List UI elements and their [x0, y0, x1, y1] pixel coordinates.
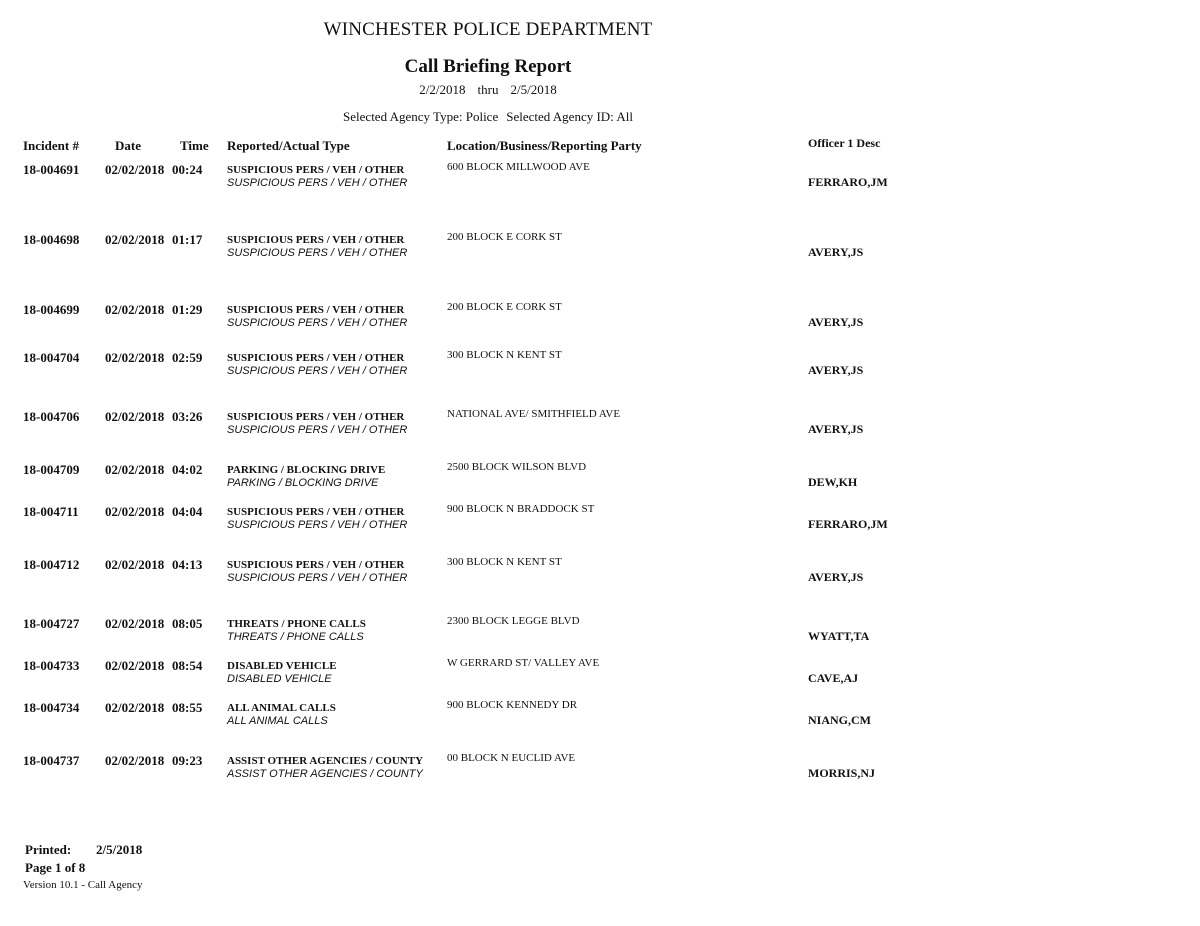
- incident-date: 02/02/2018: [105, 232, 165, 247]
- officer-name: AVERY,JS: [808, 570, 864, 584]
- col-time: Time: [180, 138, 209, 153]
- date-from: 2/2/2018: [419, 82, 466, 97]
- actual-type: ASSIST OTHER AGENCIES / COUNTY: [227, 768, 423, 780]
- table-row: [0, 350, 1200, 390]
- agency-filter: [0, 109, 976, 125]
- incident-date: 02/02/2018: [105, 462, 165, 477]
- incident-date: 02/02/2018: [105, 616, 165, 631]
- incident-location: 900 BLOCK KENNEDY DR: [447, 699, 578, 711]
- actual-type: SUSPICIOUS PERS / VEH / OTHER: [227, 572, 408, 584]
- agency-type: Selected Agency Type: Police: [343, 109, 499, 124]
- incident-location: 00 BLOCK N EUCLID AVE: [447, 752, 576, 764]
- officer-name: NIANG,CM: [808, 713, 871, 727]
- actual-type: SUSPICIOUS PERS / VEH / OTHER: [227, 424, 408, 436]
- reported-type: SUSPICIOUS PERS / VEH / OTHER: [227, 559, 405, 571]
- incident-date: 02/02/2018: [105, 504, 165, 519]
- incident-location: W GERRARD ST/ VALLEY AVE: [447, 657, 600, 669]
- reported-type: SUSPICIOUS PERS / VEH / OTHER: [227, 164, 405, 176]
- actual-type: SUSPICIOUS PERS / VEH / OTHER: [227, 519, 408, 531]
- incident-location: 200 BLOCK E CORK ST: [447, 231, 562, 243]
- table-row: [0, 753, 1200, 793]
- incident-date: 02/02/2018: [105, 658, 165, 673]
- col-incident: Incident #: [23, 138, 79, 153]
- incident-time: 08:55: [172, 700, 203, 715]
- table-row: [0, 462, 1200, 502]
- incident-location: 600 BLOCK MILLWOOD AVE: [447, 161, 590, 173]
- actual-type: SUSPICIOUS PERS / VEH / OTHER: [227, 247, 408, 259]
- table-row: [0, 409, 1200, 449]
- incident-date: 02/02/2018: [105, 350, 165, 365]
- table-row: [0, 700, 1200, 740]
- reported-type: DISABLED VEHICLE: [227, 660, 337, 672]
- actual-type: ALL ANIMAL CALLS: [227, 715, 328, 727]
- reported-type: SUSPICIOUS PERS / VEH / OTHER: [227, 304, 405, 316]
- incident-location: 300 BLOCK N KENT ST: [447, 349, 562, 361]
- incident-time: 08:05: [172, 616, 203, 631]
- table-row: [0, 302, 1200, 342]
- col-type: Reported/Actual Type: [227, 138, 350, 153]
- agency-id: Selected Agency ID: All: [506, 109, 633, 124]
- incident-date: 02/02/2018: [105, 409, 165, 424]
- col-date: Date: [115, 138, 141, 153]
- incident-location: 2500 BLOCK WILSON BLVD: [447, 461, 587, 473]
- incident-number: 18-004698: [23, 232, 80, 247]
- incident-number: 18-004706: [23, 409, 80, 424]
- incident-number: 18-004727: [23, 616, 80, 631]
- incident-number: 18-004704: [23, 350, 80, 365]
- reported-type: PARKING / BLOCKING DRIVE: [227, 464, 386, 476]
- incident-date: 02/02/2018: [105, 753, 165, 768]
- officer-name: AVERY,JS: [808, 315, 864, 329]
- col-officer: Officer 1 Desc: [808, 136, 881, 150]
- reported-type: SUSPICIOUS PERS / VEH / OTHER: [227, 411, 405, 423]
- printed-label: Printed:: [25, 842, 72, 857]
- incident-number: 18-004734: [23, 700, 80, 715]
- date-range: [0, 82, 976, 98]
- reported-type: SUSPICIOUS PERS / VEH / OTHER: [227, 234, 405, 246]
- reported-type: SUSPICIOUS PERS / VEH / OTHER: [227, 352, 405, 364]
- table-row: [0, 232, 1200, 272]
- table-row: [0, 616, 1200, 656]
- incident-location: 300 BLOCK N KENT ST: [447, 556, 562, 568]
- incident-location: 2300 BLOCK LEGGE BLVD: [447, 615, 580, 627]
- report-title: Call Briefing Report: [404, 56, 572, 77]
- incident-date: 02/02/2018: [105, 162, 165, 177]
- date-to: 2/5/2018: [510, 82, 557, 97]
- incident-time: 08:54: [172, 658, 203, 673]
- incident-location: NATIONAL AVE/ SMITHFIELD AVE: [447, 408, 621, 420]
- incident-time: 03:26: [172, 409, 203, 424]
- officer-name: CAVE,AJ: [808, 671, 859, 685]
- printed-date: 2/5/2018: [96, 842, 143, 857]
- incident-time: 00:24: [172, 162, 203, 177]
- incident-time: 04:02: [172, 462, 203, 477]
- reported-type: THREATS / PHONE CALLS: [227, 618, 366, 630]
- page-number: Page 1 of 8: [25, 860, 86, 875]
- department-name: WINCHESTER POLICE DEPARTMENT: [323, 19, 653, 40]
- incident-number: 18-004712: [23, 557, 80, 572]
- officer-name: MORRIS,NJ: [808, 766, 876, 780]
- actual-type: SUSPICIOUS PERS / VEH / OTHER: [227, 365, 408, 377]
- officer-name: FERRARO,JM: [808, 517, 888, 531]
- table-row: [0, 504, 1200, 544]
- col-location: Location/Business/Reporting Party: [447, 138, 642, 153]
- date-separator: thru: [477, 82, 499, 97]
- actual-type: SUSPICIOUS PERS / VEH / OTHER: [227, 177, 408, 189]
- incident-number: 18-004737: [23, 753, 80, 768]
- actual-type: THREATS / PHONE CALLS: [227, 631, 364, 643]
- officer-name: WYATT,TA: [808, 629, 870, 643]
- incident-number: 18-004691: [23, 162, 80, 177]
- incident-time: 09:23: [172, 753, 203, 768]
- incident-number: 18-004711: [23, 504, 79, 519]
- incident-number: 18-004733: [23, 658, 80, 673]
- actual-type: DISABLED VEHICLE: [227, 673, 332, 685]
- table-row: [0, 557, 1200, 597]
- incident-time: 04:04: [172, 504, 203, 519]
- incident-location: 200 BLOCK E CORK ST: [447, 301, 562, 313]
- reported-type: ALL ANIMAL CALLS: [227, 702, 336, 714]
- incident-date: 02/02/2018: [105, 557, 165, 572]
- actual-type: PARKING / BLOCKING DRIVE: [227, 477, 379, 489]
- officer-name: AVERY,JS: [808, 363, 864, 377]
- incident-date: 02/02/2018: [105, 302, 165, 317]
- table-row: [0, 658, 1200, 698]
- incident-number: 18-004709: [23, 462, 80, 477]
- incident-time: 04:13: [172, 557, 203, 572]
- officer-name: DEW,KH: [808, 475, 858, 489]
- officer-name: AVERY,JS: [808, 422, 864, 436]
- actual-type: SUSPICIOUS PERS / VEH / OTHER: [227, 317, 408, 329]
- incident-time: 02:59: [172, 350, 203, 365]
- table-row: [0, 162, 1200, 202]
- incident-location: 900 BLOCK N BRADDOCK ST: [447, 503, 595, 515]
- incident-number: 18-004699: [23, 302, 80, 317]
- incident-date: 02/02/2018: [105, 700, 165, 715]
- reported-type: SUSPICIOUS PERS / VEH / OTHER: [227, 506, 405, 518]
- reported-type: ASSIST OTHER AGENCIES / COUNTY: [227, 755, 424, 767]
- incident-time: 01:29: [172, 302, 203, 317]
- version-info: Version 10.1 - Call Agency: [23, 879, 143, 891]
- officer-name: AVERY,JS: [808, 245, 864, 259]
- officer-name: FERRARO,JM: [808, 175, 888, 189]
- incident-time: 01:17: [172, 232, 203, 247]
